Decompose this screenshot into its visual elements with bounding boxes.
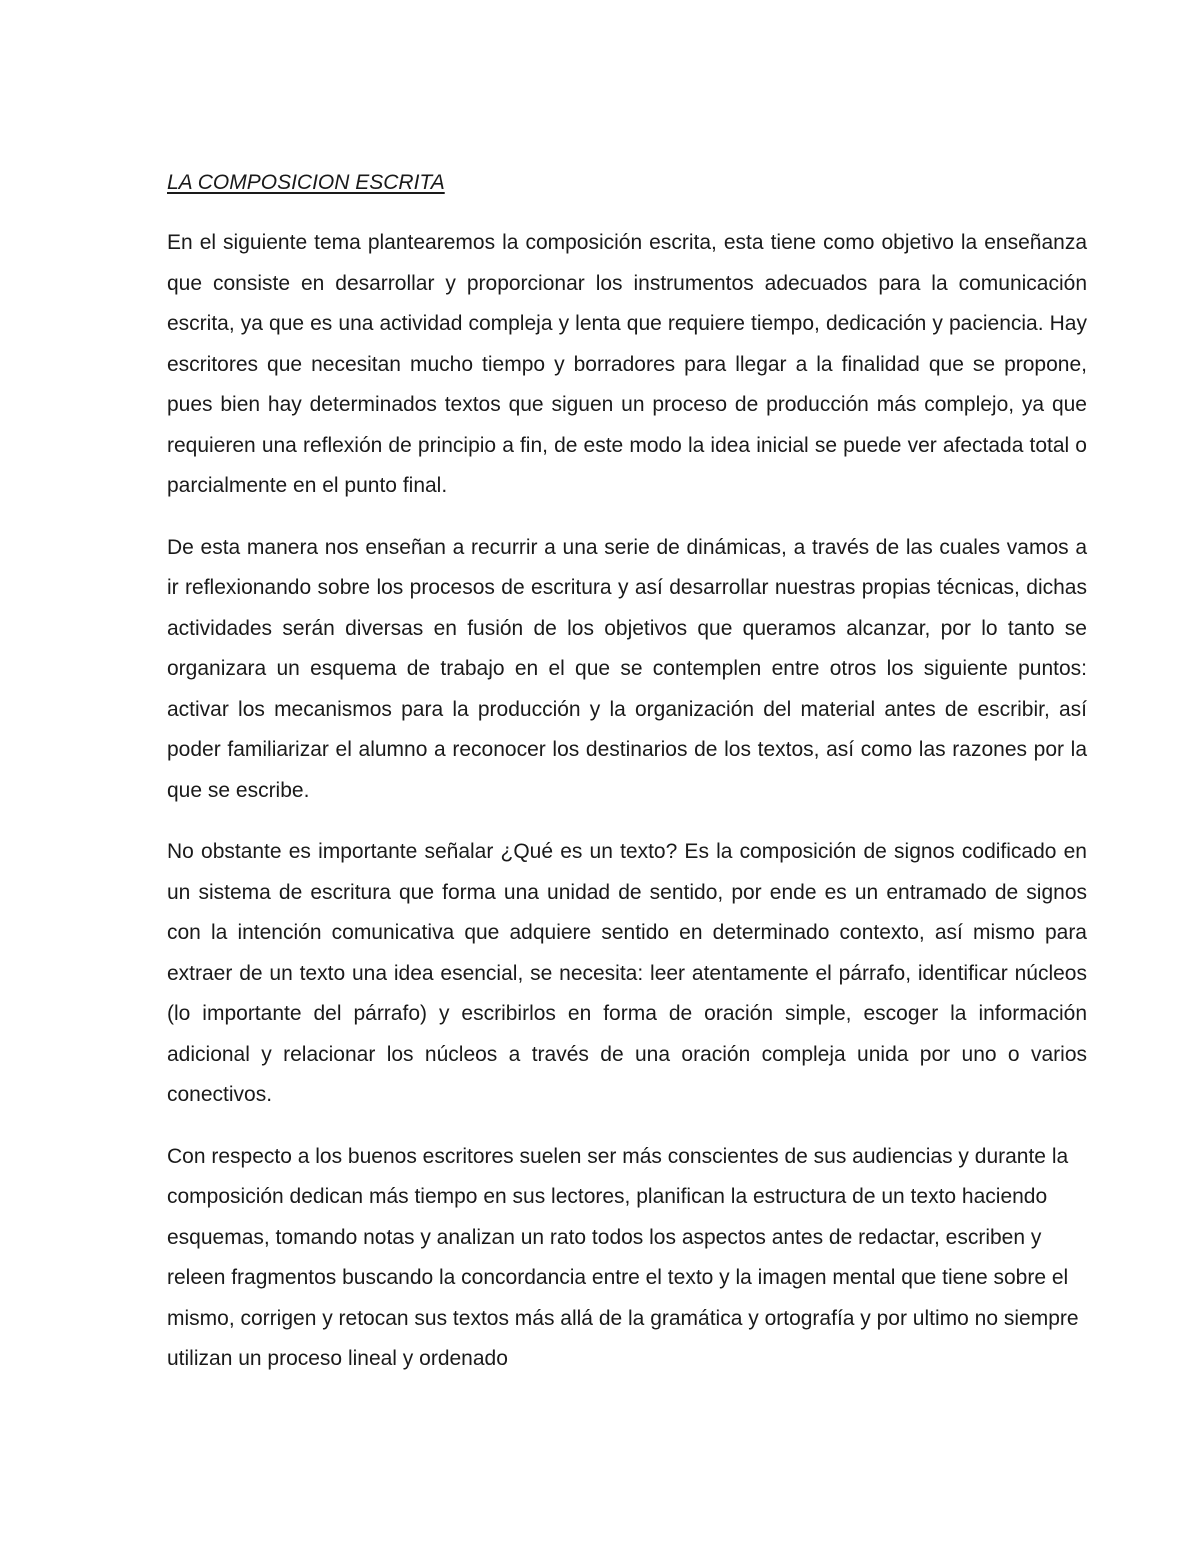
paragraph-3: No obstante es importante señalar ¿Qué es un texto? Es la composición de signos codificado en un sistema de escritura que forma una unidad de sentido, por ende es un entramado de signos con la intención comunicativa que adquiere sentido en determinado contexto, así mismo para extraer de un texto una idea esencial, se necesita: leer atentamente el párrafo, identificar núcleos (lo importante del párrafo) y escribirlos en forma de oración simple, escoger la información adicional y relacionar los núcleos a través de una oración compleja unida por uno o varios conectivos. bbox=[167, 840, 1087, 1106]
paragraph-4: Con respecto a los buenos escritores suelen ser más conscientes de sus audiencias y durante la composición dedican más tiempo en sus lectores, planifican la estructura de un texto haciendo esquemas, tomando notas y analizan un rato todos los aspectos antes de redactar, escriben y releen fragmentos buscando la concordancia entre el texto y la imagen mental que tiene sobre el mismo, corrigen y retocan sus textos más allá de la gramática y ortografía y por ultimo no siempre utilizan un proceso lineal y ordenado bbox=[167, 1144, 1079, 1370]
document-body bbox=[167, 168, 1087, 1401]
paragraph-2: De esta manera nos enseñan a recurrir a una serie de dinámicas, a través de las cuales vamos a ir reflexionando sobre los procesos de escritura y así desarrollar nuestras propias técnicas, dichas actividades serán diversas en fusión de los objetivos que queramos alcanzar, por lo tanto se organizara un esquema de trabajo en el que se contemplen entre otros los siguiente puntos: activar los mecanismos para la producción y la organización del material antes de escribir, así poder familiarizar el alumno a reconocer los destinarios de los textos, así como las razones por la que se escribe. bbox=[167, 535, 1087, 802]
document-title: LA COMPOSICION ESCRITA bbox=[167, 171, 445, 194]
paragraph-1: En el siguiente tema plantearemos la composición escrita, esta tiene como objetivo la enseñanza que consiste en desarrollar y proporcionar los instrumentos adecuados para la comunicación escrita, ya que es una actividad compleja y lenta que requiere tiempo, dedicación y paciencia. Hay escritores que necesitan mucho tiempo y borradores para llegar a la finalidad que se propone, pues bien hay determinados textos que siguen un proceso de producción más complejo, ya que requieren una reflexión de principio a fin, de este modo la idea inicial se puede ver afectada total o parcialmente en el punto final. bbox=[167, 231, 1087, 497]
